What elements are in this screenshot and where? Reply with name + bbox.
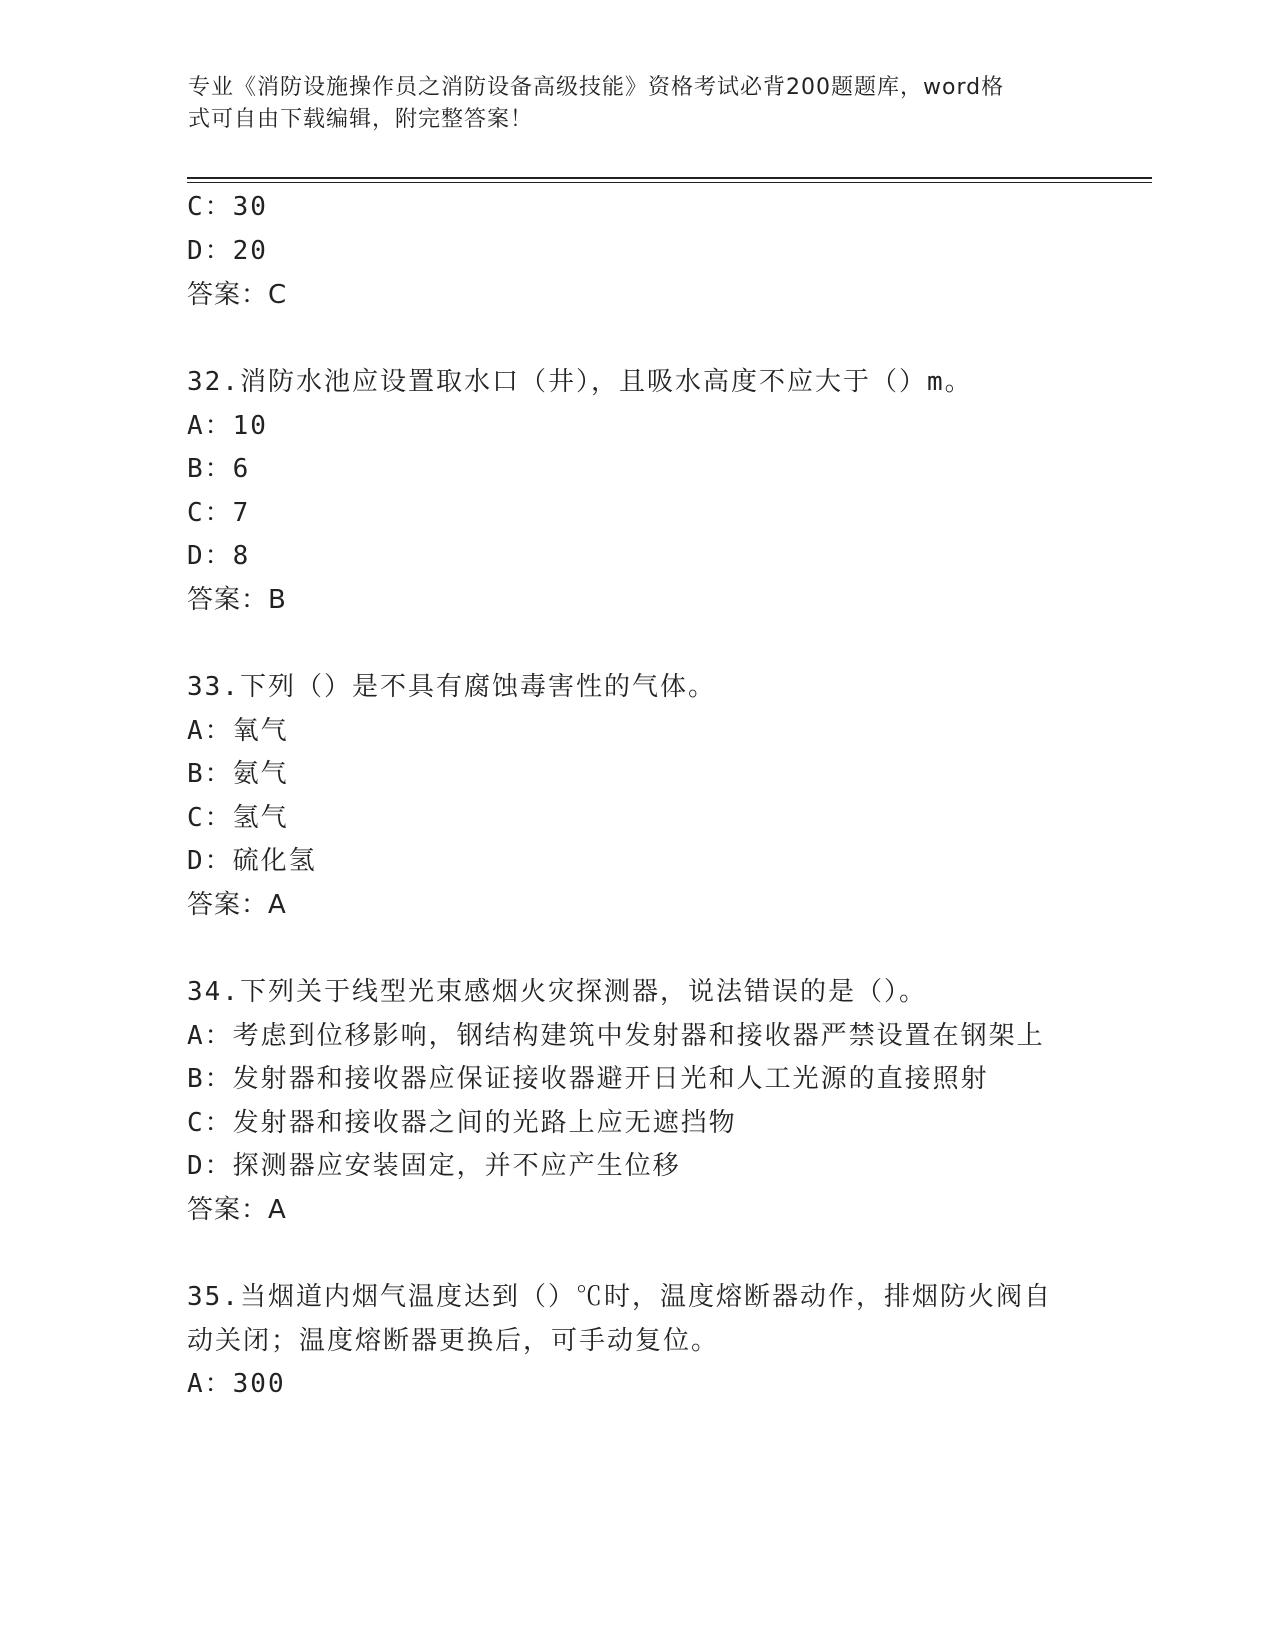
question-34-option-d: D：探测器应安装固定，并不应产生位移 (187, 1151, 681, 1181)
question-34-option-c: C：发射器和接收器之间的光路上应无遮挡物 (187, 1108, 737, 1138)
question-33-stem: 33.下列（）是不具有腐蚀毒害性的气体。 (187, 672, 716, 702)
question-33-answer: 答案：A (187, 890, 287, 920)
question-34-option-a: A：考虑到位移影响，钢结构建筑中发射器和接收器严禁设置在钢架上 (187, 1021, 1045, 1051)
question-34-option-b: B：发射器和接收器应保证接收器避开日光和人工光源的直接照射 (187, 1064, 989, 1094)
prev-option-c: C：30 (187, 192, 268, 222)
question-32-option-d: D：8 (187, 541, 251, 571)
prev-option-d: D：20 (187, 236, 268, 266)
question-35-stem-line-2: 动关闭；温度熔断器更换后，可手动复位。 (187, 1326, 720, 1356)
question-32-option-c: C：7 (187, 498, 251, 528)
document-header (188, 72, 1088, 136)
header-title-line-2: 式可自由下载编辑，附完整答案！ (188, 107, 534, 132)
question-32-answer: 答案：B (187, 585, 287, 615)
question-35-option-a: A：300 (187, 1369, 286, 1399)
question-33-option-b: B：氨气 (187, 759, 289, 789)
question-33-option-c: C：氢气 (187, 803, 289, 833)
header-divider-thin (187, 182, 1152, 183)
question-34-answer: 答案：A (187, 1195, 287, 1225)
question-32-option-b: B：6 (187, 454, 251, 484)
header-divider-thick (187, 177, 1152, 179)
question-33-option-d: D：硫化氢 (187, 846, 317, 876)
prev-answer: 答案：C (187, 280, 288, 310)
question-32-option-a: A：10 (187, 411, 268, 441)
header-title-line-1: 专业《消防设施操作员之消防设备高级技能》资格考试必背200题题库，word格 (188, 75, 1005, 100)
question-35-stem-line-1: 35.当烟道内烟气温度达到（）℃时，温度熔断器动作，排烟防火阀自 (187, 1282, 1052, 1312)
question-32-stem: 32.消防水池应设置取水口（井），且吸水高度不应大于（）m。 (187, 367, 973, 397)
question-34-stem: 34.下列关于线型光束感烟火灾探测器，说法错误的是（）。 (187, 977, 927, 1007)
question-33-option-a: A：氧气 (187, 716, 289, 746)
